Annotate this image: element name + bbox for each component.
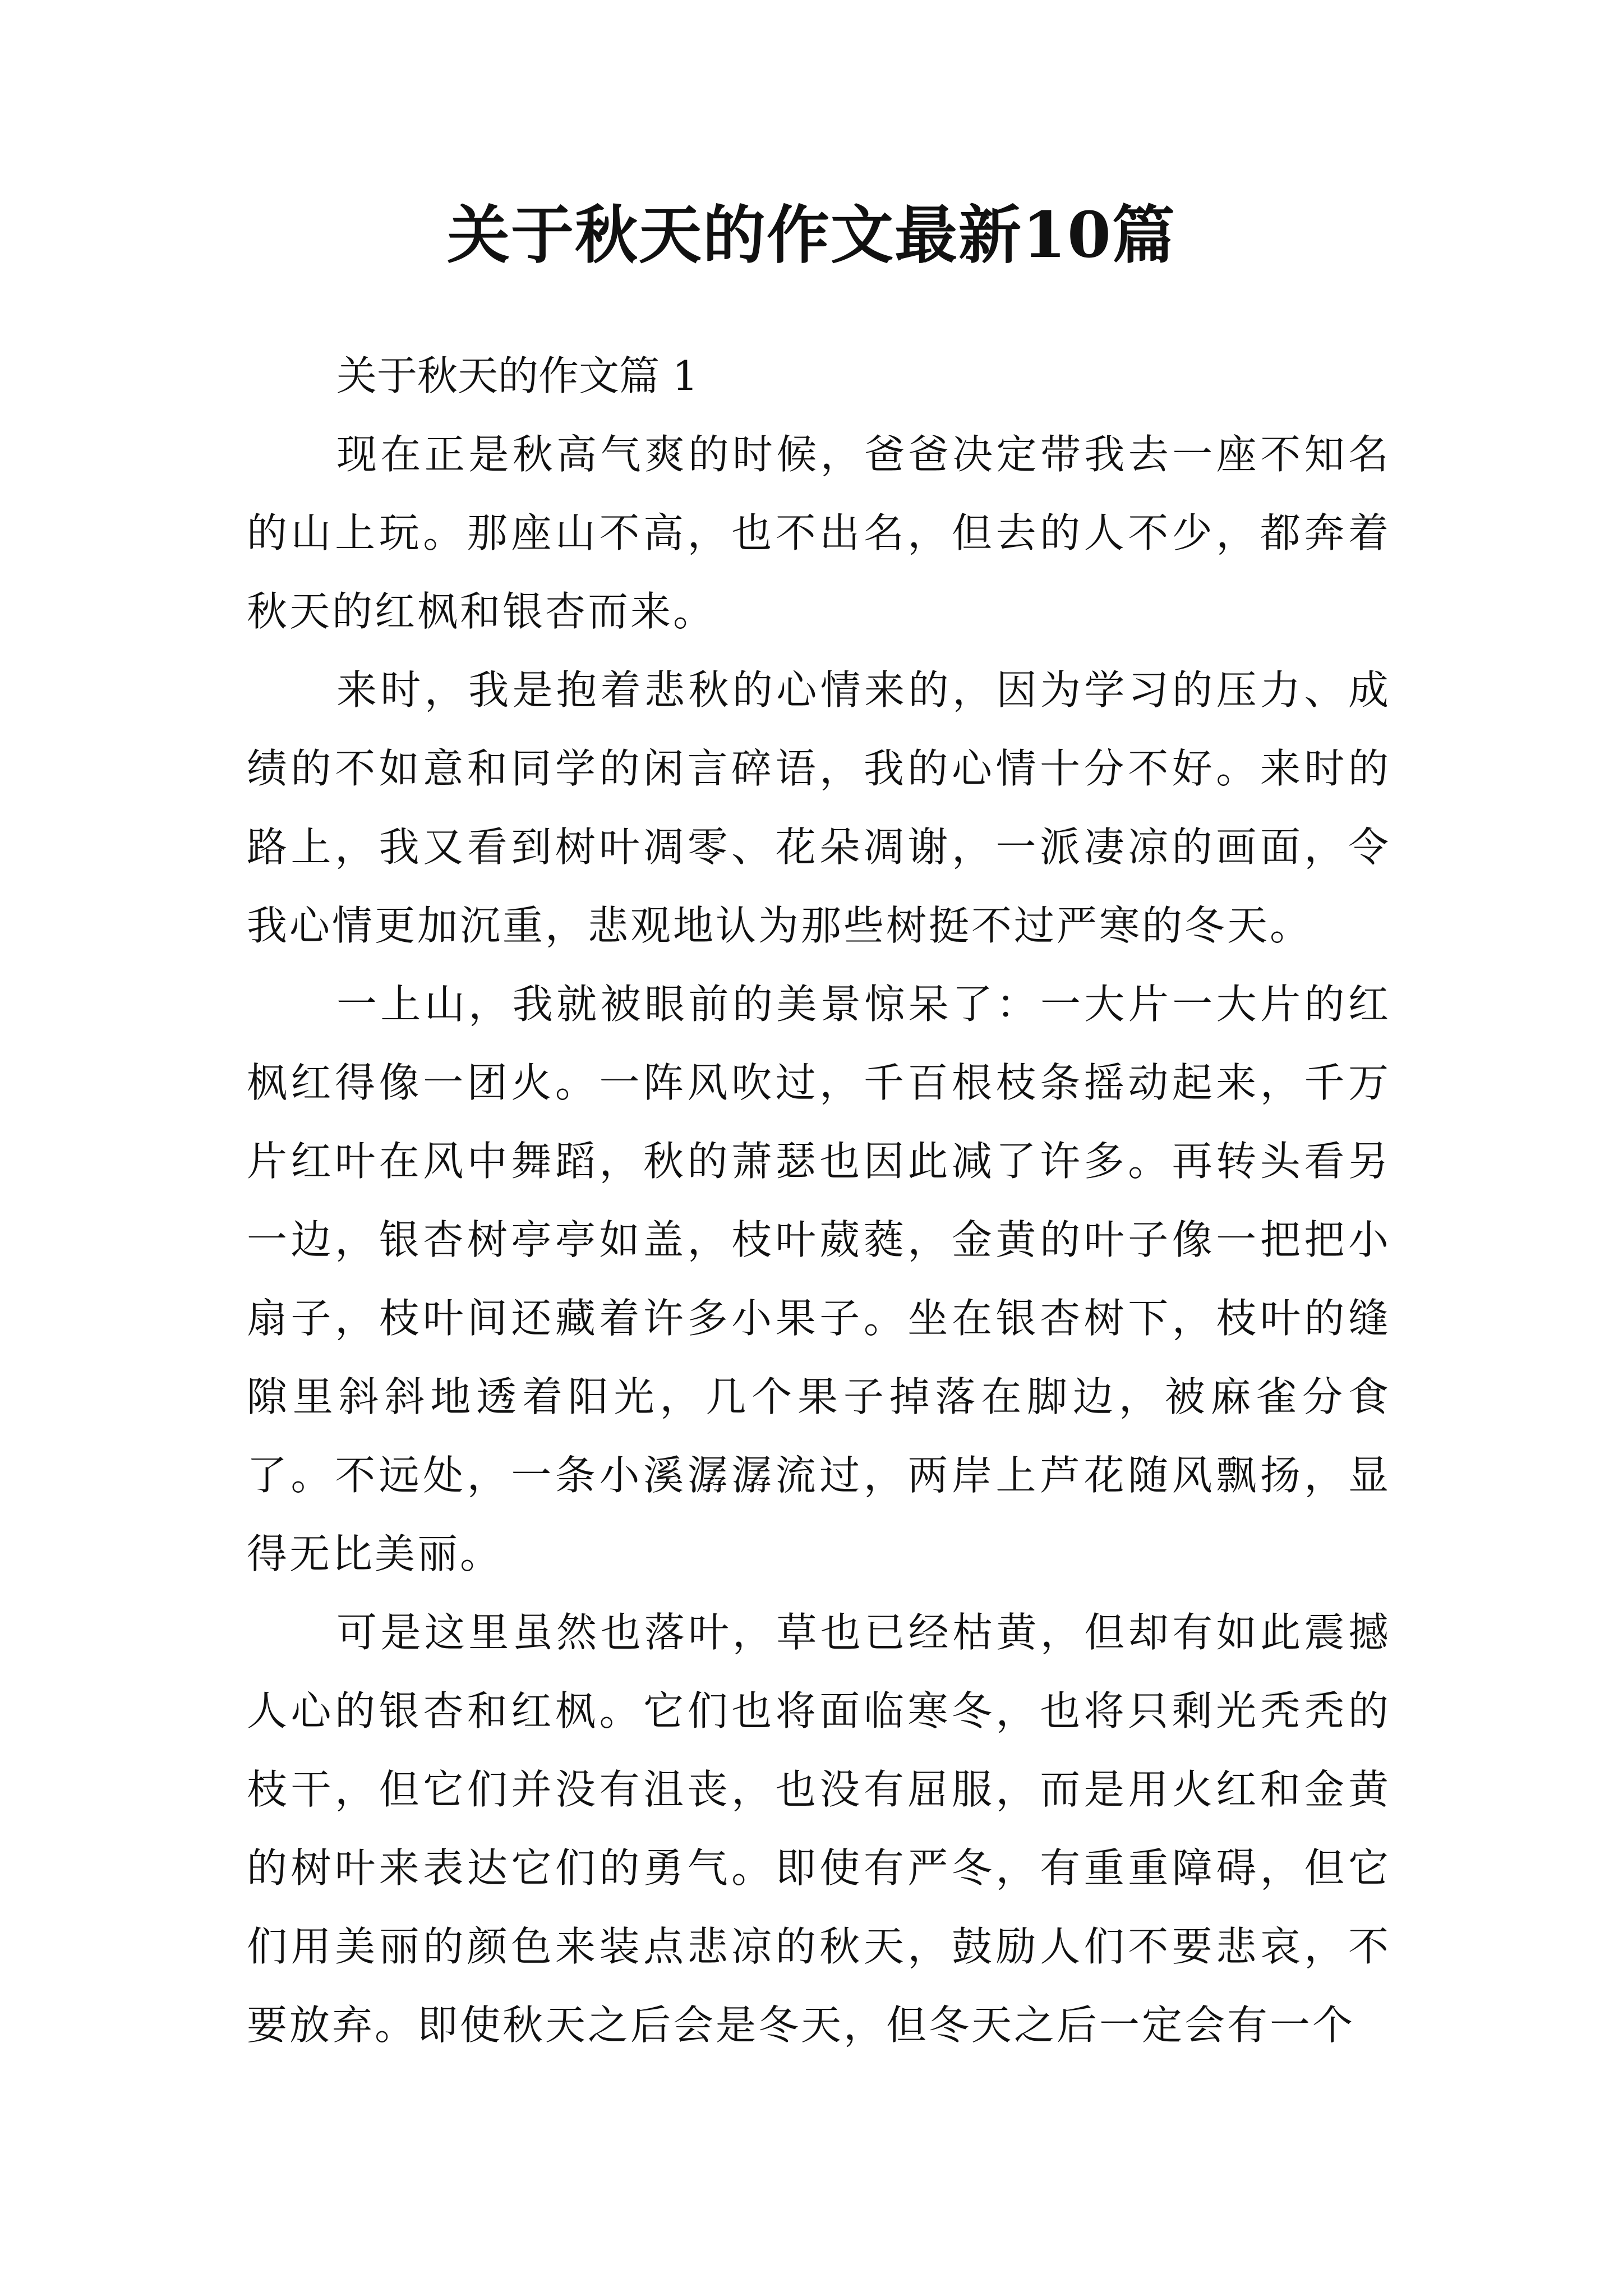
paragraph-2: 来时，我是抱着悲秋的心情来的，因为学习的压力、成绩的不如意和同学的闲言碎语，我的心情十分不好。来时的路上，我又看到树叶凋零、花朵凋谢，一派凄凉的画面，令我心情更加沉重，悲观地认为那些树挺不过严寒的冬天。 xyxy=(247,666,1391,949)
paragraph-1: 现在正是秋高气爽的时候，爸爸决定带我去一座不知名的山上玩。那座山不高，也不出名，但去的人不少，都奔着秋天的红枫和银杏而来。 xyxy=(247,431,1391,635)
document-title: 关于秋天的作文最新10篇 xyxy=(447,199,1176,272)
section-heading: 关于秋天的作文篇 1 xyxy=(336,352,698,399)
paragraph-3: 一上山，我就被眼前的美景惊呆了：一大片一大片的红枫红得像一团火。一阵风吹过，千百根枝条摇动起来，千万片红叶在风中舞蹈，秋的萧瑟也因此减了许多。再转头看另一边，银杏树亭亭如盖，枝叶葳蕤，金黄的叶子像一把把小扇子，枝叶间还藏着许多小果子。坐在银杏树下，枝叶的缝隙里斜斜地透着阳光，几个果子掉落在脚边，被麻雀分食了。不远处，一条小溪潺潺流过，两岸上芦花随风飘扬，显得无比美丽。 xyxy=(247,981,1391,1577)
document-body xyxy=(247,337,1391,2064)
paragraph-4: 可是这里虽然也落叶，草也已经枯黄，但却有如此震撼人心的银杏和红枫。它们也将面临寒冬，也将只剩光秃秃的枝干，但它们并没有沮丧，也没有屈服，而是用火红和金黄的树叶来表达它们的勇气。即使有严冬，有重重障碍，但它们用美丽的颜色来装点悲凉的秋天，鼓励人们不要悲哀，不要放弃。即使秋天之后会是冬天，但冬天之后一定会有一个 xyxy=(247,1609,1391,2049)
